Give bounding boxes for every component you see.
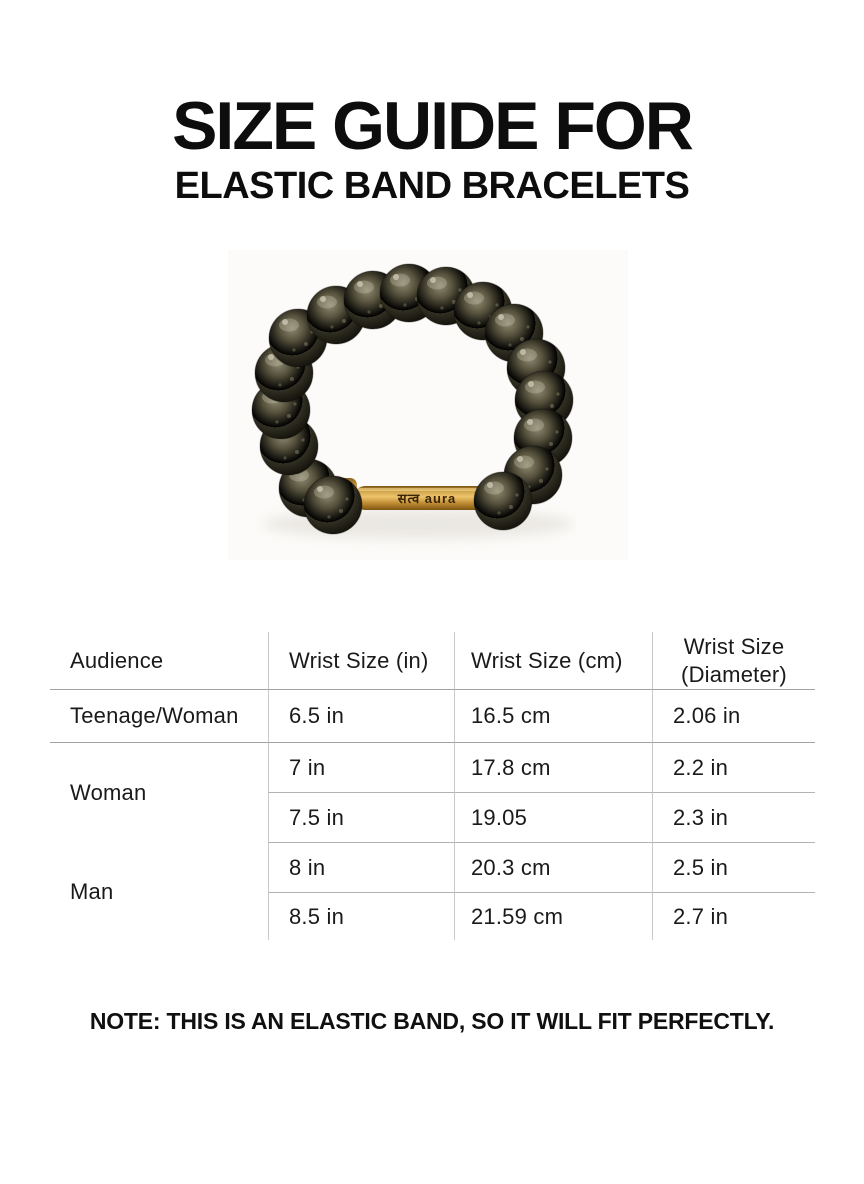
cell-wrist-cm: 16.5 cm — [454, 690, 652, 743]
audience-woman: Woman — [70, 780, 147, 805]
audience-man: Man — [70, 878, 114, 904]
table-header-wrist-cm: Wrist Size (cm) — [454, 632, 652, 690]
cell-wrist-diameter: 2.7 in — [652, 893, 815, 940]
cell-wrist-in: 7.5 in — [268, 793, 454, 843]
cell-wrist-diameter: 2.5 in — [652, 843, 815, 893]
cell-wrist-cm: 17.8 cm — [454, 743, 652, 793]
page-header — [0, 88, 864, 207]
cell-wrist-cm: 19.05 — [454, 793, 652, 843]
clasp-engraving: सत्व aura — [397, 491, 457, 506]
cell-wrist-cm: 21.59 cm — [454, 893, 652, 940]
cell-wrist-in: 7 in — [268, 743, 454, 793]
page-subtitle: ELASTIC BAND BRACELETS — [174, 165, 690, 207]
size-table — [50, 632, 815, 940]
cell-wrist-in: 6.5 in — [268, 690, 454, 743]
table-header-audience: Audience — [50, 632, 268, 690]
cell-wrist-in: 8 in — [268, 843, 454, 893]
table-header-wrist-diameter: Wrist Size (Diameter) — [652, 632, 815, 690]
cell-wrist-diameter: 2.2 in — [652, 743, 815, 793]
table-header-wrist-in: Wrist Size (in) — [268, 632, 454, 690]
fit-note: NOTE: THIS IS AN ELASTIC BAND, SO IT WILL FIT PERFECTLY. — [89, 1008, 775, 1034]
page-title: SIZE GUIDE FOR — [172, 88, 692, 164]
cell-wrist-cm: 20.3 cm — [454, 843, 652, 893]
audience-teenage-woman: Teenage/Woman — [50, 690, 268, 743]
cell-wrist-diameter: 2.06 in — [652, 690, 815, 743]
cell-wrist-diameter: 2.3 in — [652, 793, 815, 843]
bracelet-photo — [228, 250, 628, 560]
cell-wrist-in: 8.5 in — [268, 893, 454, 940]
